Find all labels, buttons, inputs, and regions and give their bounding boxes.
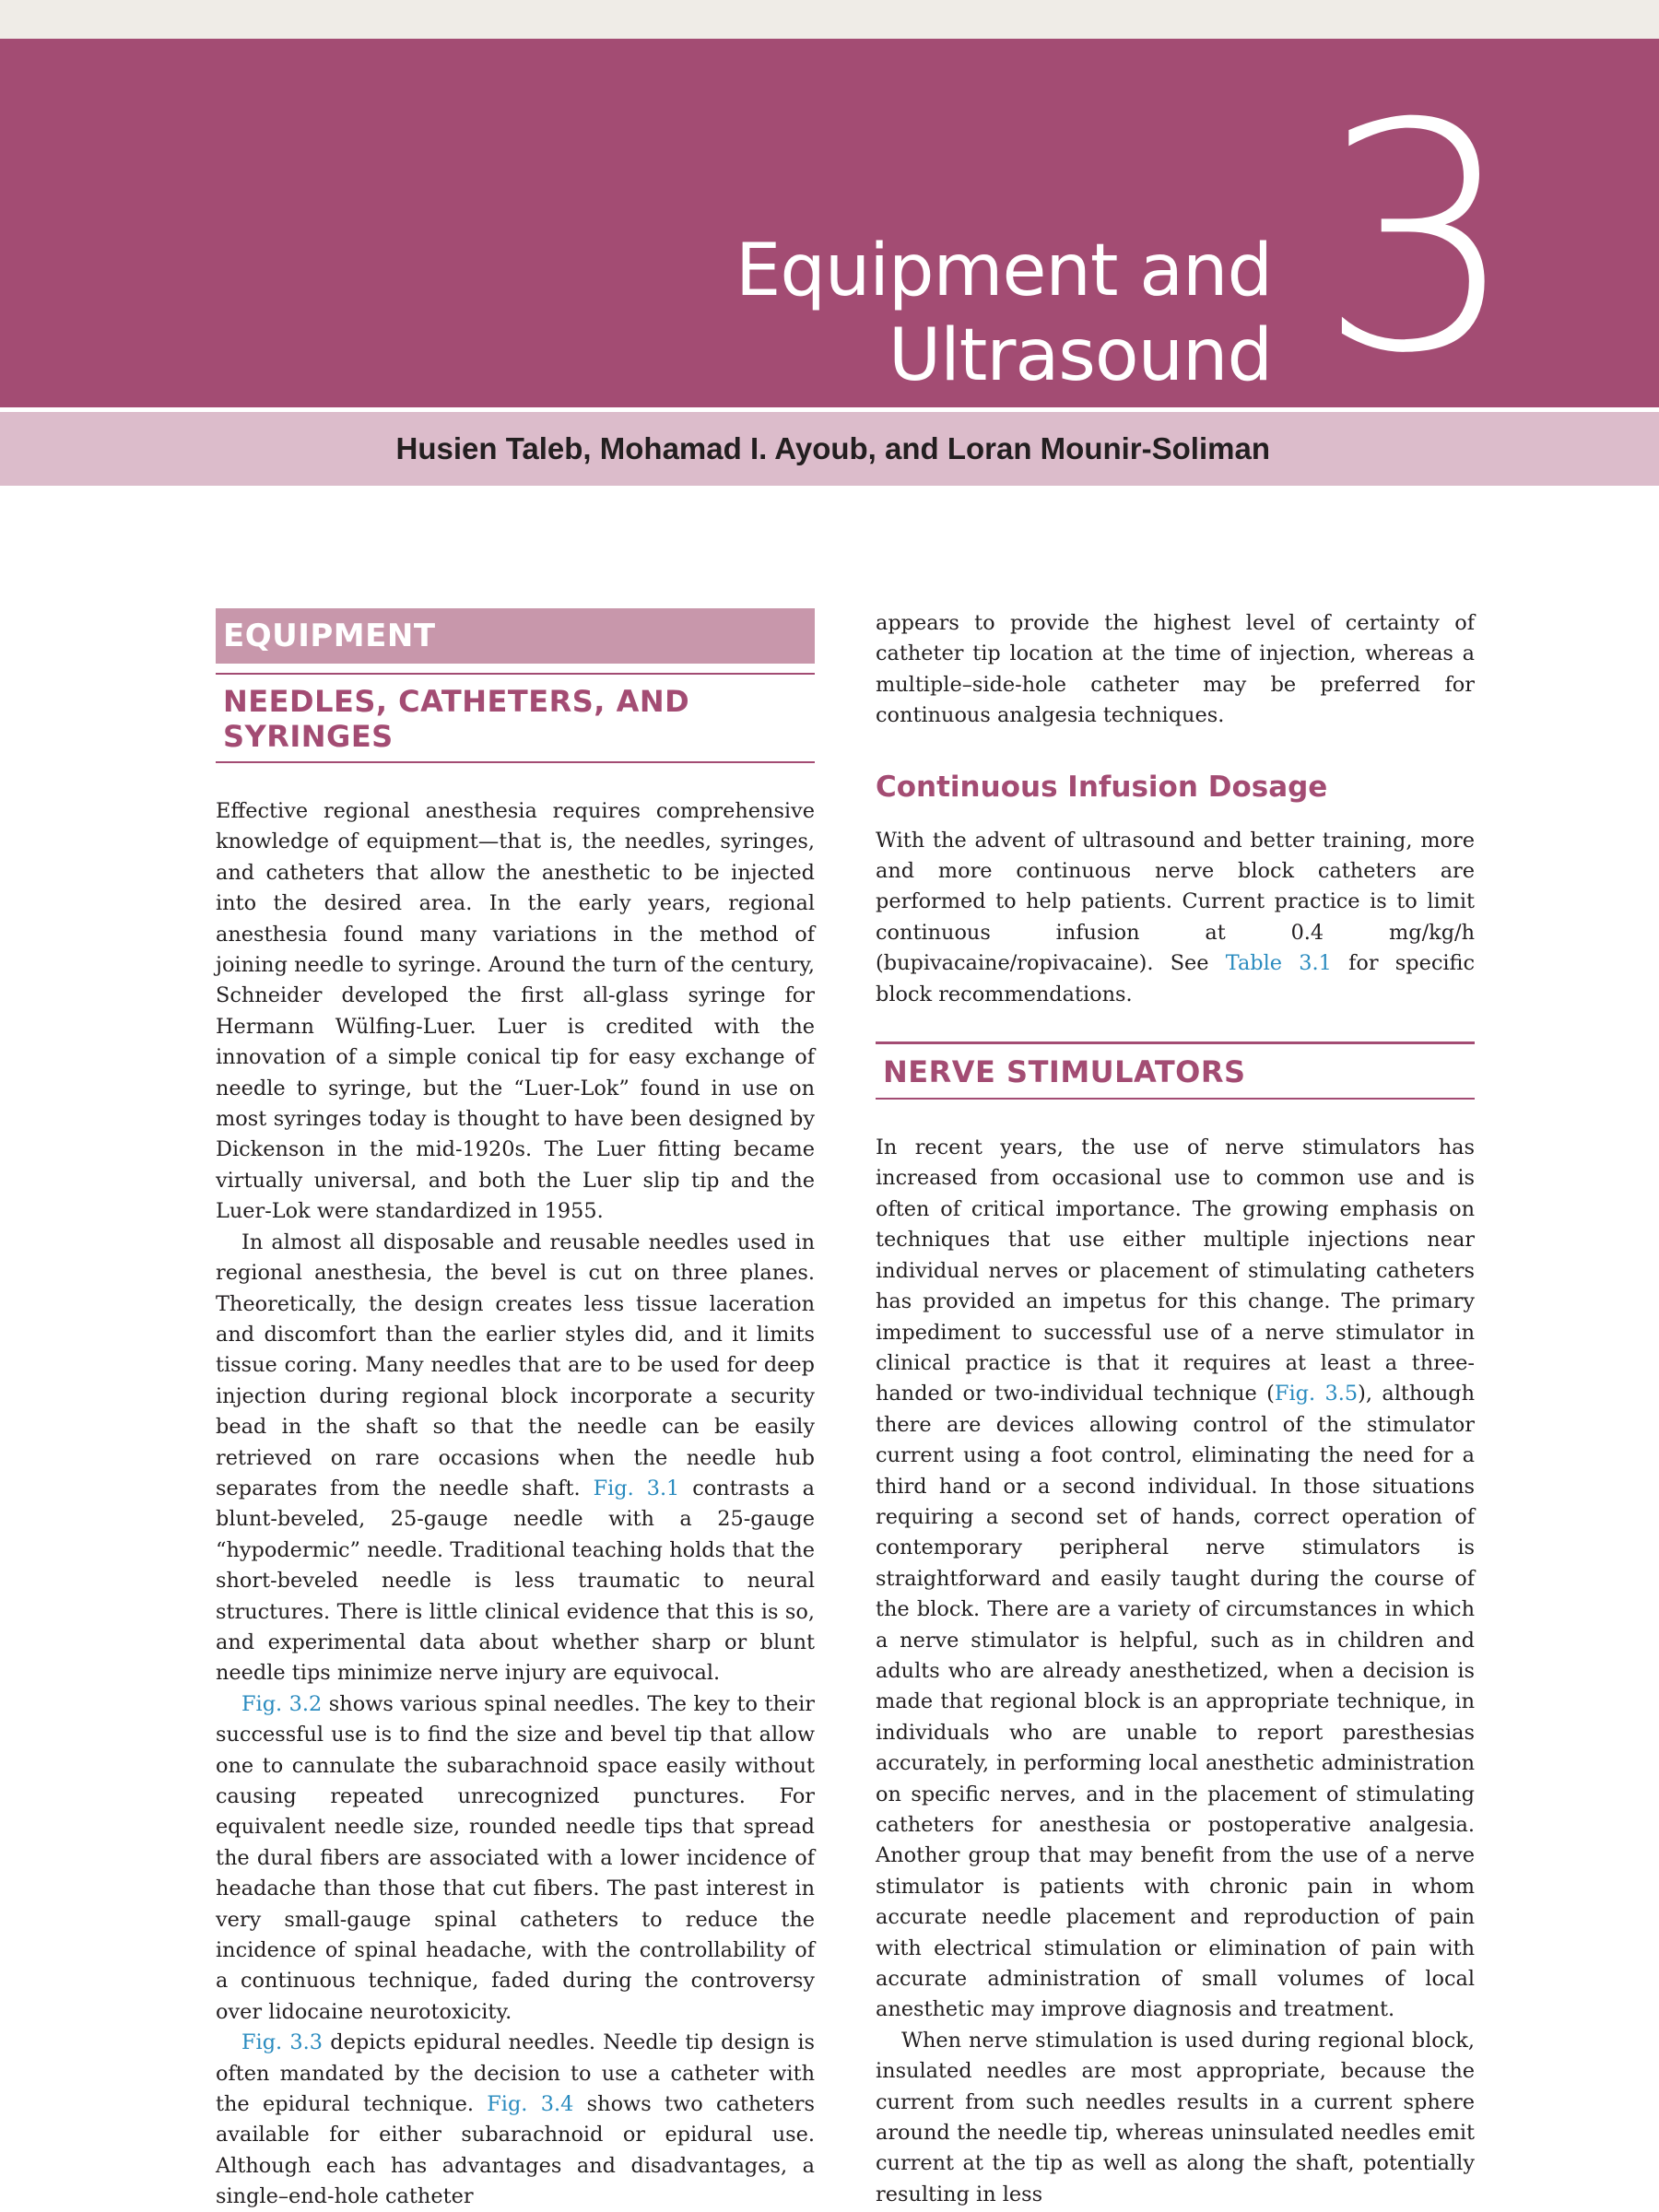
paragraph [216, 2028, 815, 2212]
paragraph-text: shows various spinal needles. The key to their successful use is to find the size and bevel tip that allow one to cannulate the subarachnoid space easily without causing repeated unrecognized punctures. For equivalent needle size, rounded needle tips that spread the dural fibers are associated with a lower incidence of headache than those that cut fibers. The past interest in very small-gauge spinal catheters to reduce the incidence of spinal headache, with the controllability of a continuous technique, faded during the controversy over lidocaine neurotoxicity. [216, 1691, 816, 2024]
paragraph-text: With the advent of ultrasound and better training, more and more continuous nerve block catheters are performed to help patients. Current practice is to limit continuous infusion at 0.4 mg/kg/h (bupivacaine/ropivacaine). See [876, 828, 1475, 976]
chapter-title [735, 229, 1272, 398]
paragraph-text: shows two catheters available for either subarachnoid or epidural use. Although each has advantages and disadvantages, a single–end-hole catheter [216, 2092, 815, 2209]
section-heading-equipment: EQUIPMENT [216, 608, 815, 664]
figure-link[interactable]: Fig. 3.4 [487, 2092, 574, 2117]
subsection-heading-infusion: Continuous Infusion Dosage [876, 770, 1328, 804]
top-margin-strip [0, 0, 1659, 39]
paragraph-text: for specific block recommendations. [876, 951, 1475, 1006]
figure-link[interactable]: Fig. 3.2 [241, 1691, 323, 1716]
paragraph: Effective regional anesthesia requires comprehensive knowledge of equipment—that is, the needles, syringes, and catheters that allow the anesthetic to be injected into the desired area. In the early years, regional anesthesia found many variations in the method of joining needle to syringe. Around the turn of the century, Schneider developed the first all-glass syringe for Hermann Wülfing-Luer. Luer is credited with the innovation of a simple conical tip for easy exchange of needle to syringe, but the “Luer-Lok” found in use on most syringes today is thought to have been designed by Dickenson in the mid-1920s. The Luer fitting became virtually universal, and both the Luer slip tip and the Luer-Lok were standardized in 1955. [216, 799, 815, 1224]
paragraph: When nerve stimulation is used during regional block, insulated needles are most appropriate, because the current from such needles results in a current sphere around the needle tip, whereas uninsulated needles emit current at the tip as well as along the shaft, potentially resulting in less [876, 2028, 1475, 2206]
figure-link[interactable]: Fig. 3.1 [593, 1476, 680, 1500]
paragraph: appears to provide the highest level of certainty of catheter tip location at the time of injection, whereas a multiple–side-hole catheter may be preferred for continuous analgesia techniques. [876, 611, 1475, 728]
spacer [876, 1100, 1475, 1133]
paragraph-text: contrasts a blunt-beveled, 25-gauge needle with a 25-gauge “hypodermic” needle. Traditional teaching holds that the short-beveled needle is less traumatic to neural structures. There is little clinical evidence that this is so, and experimental data about whether sharp or blunt needle tips minimize nerve injury are equivocal. [216, 1476, 816, 1686]
paragraph-text: ), although there are devices allowing control of the stimulator current using a foot control, eliminating the need for a third hand or a second individual. In those situations requiring a second set of hands, correct operation of contemporary peripheral nerve stimulators is straightforward and easily taught during the course of the block. There are a variety of circumstances in which a nerve stimulator is helpful, such as in children and adults who are already anesthetized, when a decision is made that regional block is an appropriate technique, in individuals who are unable to report paresthesias accurately, in performing local anesthetic administration on specific nerves, and in the placement of stimulating catheters for anesthesia or postoperative analgesia. Another group that may benefit from the use of a nerve stimulator is patients with chronic pain in whom accurate needle placement and reproduction of pain with electrical stimulation or elimination of pain with accurate administration of small volumes of local anesthetic may improve diagnosis and treatment. [876, 1382, 1475, 2022]
paragraph [216, 1228, 815, 1689]
subsection-heading-needles: NEEDLES, CATHETERS, AND SYRINGES [216, 673, 815, 763]
paragraph-text: In almost all disposable and reusable needles used in regional anesthesia, the bevel is cut on three planes. Theoretically, the design creates less tissue laceration and discomfort than the earlier styles did, and it limits tissue coring. Many needles that are to be used for deep injection during regional block incorporate a security bead in the shaft so that the needle can be easily retrieved on rare occasions when the needle hub separates from the needle shaft. [216, 1230, 815, 1500]
paragraph [876, 1133, 1475, 2026]
chapter-number: 3 [1318, 57, 1518, 422]
section-heading-nerve-stimulators: NERVE STIMULATORS [876, 1041, 1475, 1100]
chapter-title-line-2: Ultrasound [888, 314, 1272, 397]
figure-link[interactable]: Fig. 3.3 [241, 2030, 324, 2055]
left-column [216, 608, 815, 2212]
paragraph-text: In recent years, the use of nerve stimulators has increased from occasional use to common use and is often of critical importance. The growing emphasis on techniques that use either multiple injections near individual nerves or placement of stimulating catheters has provided an impetus for this change. The primary impediment to successful use of a nerve stimulator in clinical practice is that it requires at least a three-handed or two-individual technique ( [876, 1135, 1475, 1406]
spacer [216, 763, 815, 796]
chapter-authors: Husien Taleb, Mohamad I. Ayoub, and Loran Mounir-Soliman [395, 431, 1270, 465]
figure-link[interactable]: Fig. 3.5 [1274, 1382, 1359, 1406]
table-link[interactable]: Table 3.1 [1225, 951, 1332, 976]
right-column [876, 608, 1475, 2210]
chapter-title-line-1: Equipment and [735, 229, 1272, 312]
paragraph-text: depicts epidural needles. Needle tip design is often mandated by the decision to use a catheter with the epidural technique. [216, 2030, 815, 2117]
paragraph [876, 826, 1475, 1010]
paragraph [216, 1689, 815, 2028]
